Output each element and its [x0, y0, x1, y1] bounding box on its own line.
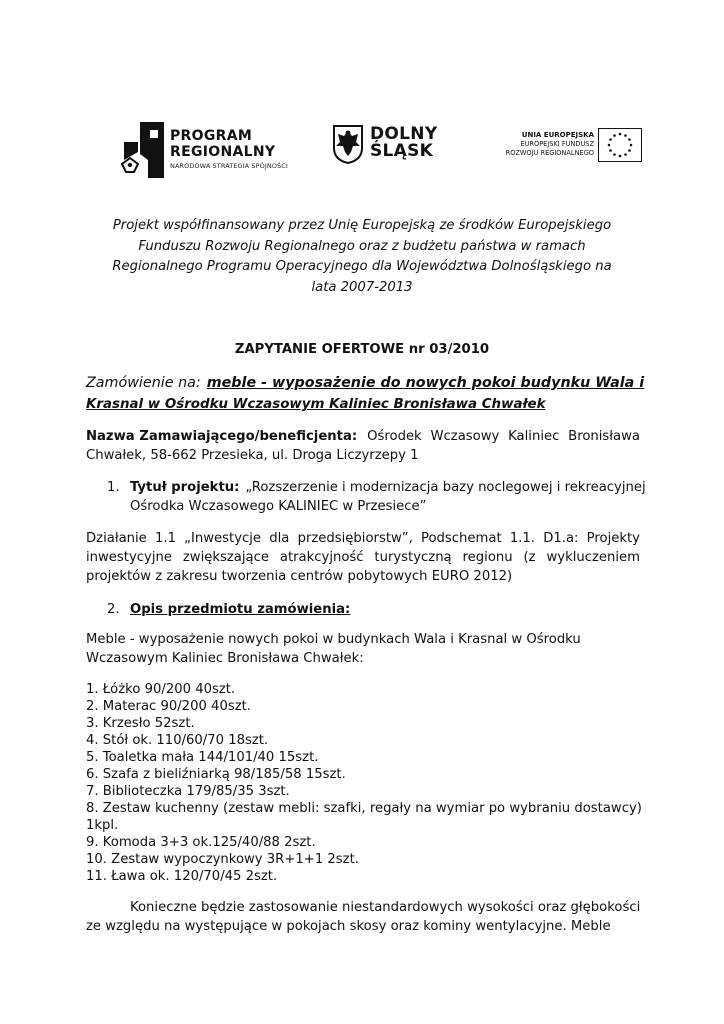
section1-label: Tytuł projektu:	[130, 480, 240, 495]
section2-number: 2.	[107, 602, 120, 617]
unia-europejska-line2: EUROPEJSKI FUNDUSZ	[520, 140, 594, 148]
intro-line: lata 2007-2013	[311, 279, 413, 295]
contracting-value-line2: Chwałek, 58-662 Przesieka, ul. Droga Liczyrzepy 1	[86, 448, 419, 463]
unia-europejska-line1: UNIA EUROPEJSKA	[521, 131, 594, 139]
intro-line: Projekt współfinansowany przez Unię Europejską ze środków Europejskiego	[112, 218, 612, 233]
section1-text-line1: „Rozszerzenie i modernizacja bazy noclegowej i rekreacyjnej	[245, 480, 646, 495]
order-label: Zamówienie na:	[86, 375, 201, 391]
contracting-label: Nazwa Zamawiającego/beneficjenta:	[86, 429, 358, 444]
order-subject-line1: meble - wyposażenie do nowych pokoi budynku Wala i	[206, 375, 645, 391]
list-item: 10. Zestaw wypoczynkowy 3R+1+1 2szt.	[86, 852, 359, 867]
action-line2: inwestycyjne zwiększające atrakcyjność turystyczną regionu (z wykluczeniem	[86, 550, 640, 565]
section1-number: 1.	[107, 480, 120, 495]
intro-line: Regionalnego Programu Operacyjnego dla Województwa Dolnośląskiego na	[112, 259, 612, 274]
list-item: 5. Toaletka mała 144/101/40 15szt.	[86, 750, 319, 765]
unia-europejska-line3: ROZWOJU REGIONALNEGO	[505, 149, 594, 157]
eu-flag-icon	[598, 128, 642, 162]
dolny-slask-eagle-icon	[332, 124, 364, 164]
contracting-party-line1	[86, 428, 640, 446]
list-item: 11. Ława ok. 120/70/45 2szt.	[86, 869, 278, 884]
list-item: 6. Szafa z bieliźniarką 98/185/58 15szt.	[86, 767, 346, 782]
intro-paragraph	[86, 216, 638, 298]
order-line	[86, 373, 645, 393]
list-item: 1. Łóżko 90/200 40szt.	[86, 682, 236, 697]
contracting-value-line1: Ośrodek Wczasowy Kaliniec Bronisława	[367, 429, 640, 444]
program-regionalny-line1: PROGRAM	[170, 128, 253, 144]
program-regionalny-line3: NARODOWA STRATEGIA SPÓJNOŚCI	[170, 162, 288, 170]
list-item: 7. Biblioteczka 179/85/35 3szt.	[86, 784, 290, 799]
program-regionalny-emblem-icon	[120, 120, 166, 182]
document-title: ZAPYTANIE OFERTOWE nr 03/2010	[234, 342, 490, 357]
logo-band	[112, 110, 640, 194]
unia-europejska-logo	[482, 128, 642, 172]
closing-line1: Konieczne będzie zastosowanie niestandardowych wysokości oraz głębokości	[130, 900, 641, 915]
section1-text-line2: Ośrodka Wczasowego KALINIEC w Przesiece”	[130, 499, 427, 514]
program-regionalny-logo	[120, 120, 300, 184]
list-item: 4. Stół ok. 110/60/70 18szt.	[86, 733, 269, 748]
dolny-slask-line2: ŚLĄSK	[370, 141, 434, 161]
order-subject-line2: Krasnal w Ośrodku Wczasowym Kaliniec Bronisława Chwałek	[86, 397, 546, 412]
intro-line: Funduszu Rozwoju Regionalnego oraz z budżetu państwa w ramach	[138, 238, 586, 254]
closing-line2: ze względu na występujące w pokojach skosy oraz kominy wentylacyjne. Meble	[86, 919, 611, 934]
description-line1: Meble - wyposażenie nowych pokoi w budynkach Wala i Krasnal w Ośrodku	[86, 632, 581, 647]
list-item: 3. Krzesło 52szt.	[86, 716, 195, 731]
list-item: 2. Materac 90/200 40szt.	[86, 699, 251, 714]
section2-label: Opis przedmiotu zamówienia:	[130, 602, 351, 617]
action-line1: Działanie 1.1 „Inwestycje dla przedsiębiorstw”, Podschemat 1.1. D1.a: Projekty	[86, 531, 640, 546]
program-regionalny-line2: REGIONALNY	[170, 144, 276, 160]
description-line2: Wczasowym Kaliniec Bronisława Chwałek:	[86, 651, 364, 666]
section1-line1	[130, 479, 646, 497]
list-item: 8. Zestaw kuchenny (zestaw mebli: szafki, regały na wymiar po wybraniu dostawcy)	[86, 801, 642, 816]
dolny-slask-logo	[332, 124, 452, 174]
list-item: 9. Komoda 3+3 ok.125/40/88 2szt.	[86, 835, 316, 850]
unia-europejska-text	[506, 130, 594, 158]
dolny-slask-line1: DOLNY	[370, 124, 438, 144]
list-item: 1kpl.	[86, 818, 119, 833]
action-line3: projektów z zakresu tworzenia centrów pobytowych EURO 2012)	[86, 569, 513, 584]
